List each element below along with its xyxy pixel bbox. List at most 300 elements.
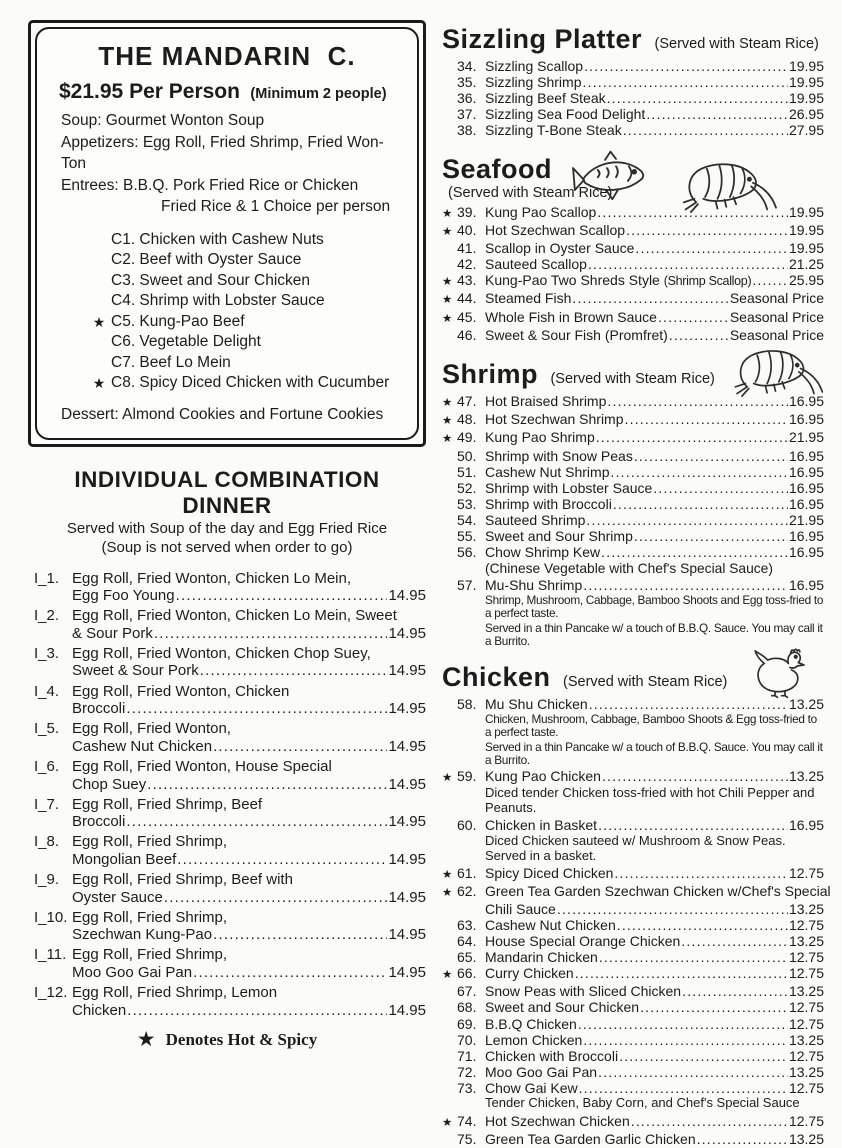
item-number: 51. <box>457 463 477 480</box>
section-title: Seafood <box>442 153 553 184</box>
menu-item <box>442 497 824 513</box>
hot-spicy-star-icon <box>87 332 111 353</box>
menu-item <box>442 950 824 966</box>
dot-leader <box>598 818 788 834</box>
dot-leader <box>619 1049 788 1065</box>
dot-leader <box>578 1017 788 1033</box>
item-name: Hot Szechwan Chicken <box>485 1113 630 1130</box>
menu-item <box>442 328 824 344</box>
item-price: 14.95 <box>388 926 426 944</box>
dot-leader <box>617 918 788 934</box>
item-price: 13.25 <box>788 900 824 917</box>
hot-spicy-star-icon: ★ <box>442 312 453 325</box>
item-number: 48. <box>457 411 477 428</box>
item-name: Moo Goo Gai Pan <box>485 1063 598 1080</box>
item-name-continued: Broccoli <box>72 813 126 831</box>
legend-text: Denotes Hot & Spicy <box>165 1030 318 1050</box>
item-price: 16.95 <box>788 393 824 410</box>
section-note: (Served with Steam Rice) <box>550 371 715 388</box>
item-name: Sizzling Sea Food Delight <box>485 106 646 123</box>
menu-item <box>442 818 824 863</box>
dot-leader <box>682 984 788 1000</box>
item-description: Served in a thin Pancake w/ a touch of B.B.Q. Sauce. You may call it a Burrito. <box>485 739 823 768</box>
item-number: I_11. <box>34 946 67 964</box>
shrimp-icon <box>680 158 778 218</box>
dot-leader <box>614 866 788 882</box>
item-name: Kung Pao Chicken <box>485 767 601 784</box>
menu-item <box>442 107 824 123</box>
dot-leader <box>634 529 788 545</box>
menu-item <box>442 75 824 91</box>
item-name-continued: Chili Sauce <box>485 900 556 917</box>
item-number: 65. <box>457 949 477 966</box>
dot-leader <box>584 59 788 75</box>
item-number: 45. <box>457 308 477 325</box>
item-number: I_4. <box>34 682 60 700</box>
dot-leader <box>176 587 388 605</box>
menu-item <box>442 1017 824 1033</box>
dot-leader <box>557 902 788 918</box>
item-name: Sizzling Scallop <box>485 58 584 74</box>
entree-choice <box>87 312 403 333</box>
item-name: Egg Roll, Fried Wonton, Chicken <box>72 682 290 700</box>
entree-choice <box>87 291 403 312</box>
item-price: 19.95 <box>788 90 824 107</box>
entree-choice <box>87 271 403 292</box>
item-price: 13.25 <box>788 696 824 713</box>
entree-choice <box>87 230 403 251</box>
item-name-continued: Egg Foo Young <box>72 587 175 605</box>
item-name: Egg Roll, Fried Shrimp, Beef with <box>72 871 293 888</box>
item-name-continued: Chop Suey <box>72 775 147 793</box>
menu-item <box>442 465 824 481</box>
item-price: 16.95 <box>788 479 824 496</box>
dot-leader <box>658 310 729 326</box>
item-price: 16.95 <box>788 577 824 594</box>
item-name: Cashew Nut Shrimp <box>485 463 610 480</box>
item-subtext: (Chinese Vegetable with Chef's Special Sauce) <box>485 560 773 576</box>
choice-label: C2. Beef with Oyster Sauce <box>111 251 302 268</box>
hot-spicy-star-icon <box>87 250 111 271</box>
item-name-continued: & Sour Pork <box>72 624 153 642</box>
choice-label: C7. Beef Lo Mein <box>111 353 231 371</box>
item-name-continued: Oyster Sauce <box>72 888 163 906</box>
menu-item <box>442 966 824 984</box>
dot-leader <box>634 449 788 465</box>
item-price: 13.25 <box>788 1131 824 1148</box>
item-price: 16.95 <box>788 527 824 544</box>
restaurant-title: THE MANDARIN C. <box>98 41 356 71</box>
item-price: 13.25 <box>788 1063 824 1080</box>
price-amount: $21.95 Per Person <box>59 80 240 103</box>
menu-item <box>34 758 426 793</box>
hot-spicy-star-icon: ★ <box>442 887 453 900</box>
menu-item <box>442 310 824 328</box>
item-name-continued: Mongolian Beef <box>72 850 177 868</box>
item-number: I_9. <box>34 871 60 888</box>
dot-leader <box>646 107 788 123</box>
dot-leader <box>640 1000 788 1016</box>
item-price: 13.25 <box>788 933 824 950</box>
item-number: 73. <box>457 1079 477 1096</box>
dot-leader <box>579 1081 788 1097</box>
item-name-continued: Chicken <box>72 1001 127 1019</box>
item-number: I_3. <box>34 644 60 662</box>
item-number: I_12. <box>34 984 68 1002</box>
item-name: Mandarin Chicken <box>485 949 598 966</box>
dot-leader <box>588 257 788 273</box>
price-minimum-note: (Minimum 2 people) <box>250 86 387 102</box>
menu-item <box>442 529 824 545</box>
dot-leader <box>681 934 788 950</box>
hot-spicy-star-icon: ★ <box>442 771 453 784</box>
item-number: 55. <box>457 527 477 544</box>
item-price: 16.95 <box>788 463 824 480</box>
item-name: Mu Shu Chicken <box>485 696 588 713</box>
item-name: Chow Shrimp Kew <box>485 544 601 561</box>
fish-icon <box>570 148 662 206</box>
item-price: 14.95 <box>388 813 426 831</box>
item-name: Lemon Chicken <box>485 1031 583 1048</box>
item-price: 16.95 <box>788 817 824 834</box>
combination-togo-note: (Soup is not served when order to go) <box>101 538 353 556</box>
item-price: 16.95 <box>788 411 824 428</box>
menu-item <box>442 1049 824 1065</box>
dot-leader <box>586 513 788 529</box>
item-name: House Special Orange Chicken <box>485 933 681 950</box>
combination-item-list <box>28 570 426 1020</box>
item-price: 25.95 <box>788 272 824 289</box>
item-number: I_7. <box>34 795 60 813</box>
item-price: 12.75 <box>788 1079 824 1096</box>
item-price: 19.95 <box>788 240 824 257</box>
menu-item <box>442 257 824 273</box>
seafood-item-list <box>442 205 824 343</box>
hot-spicy-star-icon: ★ <box>442 207 453 220</box>
menu-item <box>442 412 824 430</box>
item-price: 26.95 <box>788 106 824 123</box>
entree-line-continued: Fried Rice & 1 Choice per person <box>161 198 391 215</box>
choice-label: C6. Vegetable Delight <box>111 333 261 350</box>
dinner-special-box <box>28 20 426 447</box>
dot-leader <box>177 851 387 869</box>
menu-item <box>442 1000 824 1016</box>
menu-item <box>34 946 426 981</box>
item-number: 64. <box>457 933 477 950</box>
hot-spicy-star-icon: ★ <box>442 969 453 982</box>
item-number: 60. <box>457 817 477 834</box>
item-number: 57. <box>457 577 477 594</box>
item-number: 74. <box>457 1113 477 1130</box>
item-name: B.B.Q Chicken <box>485 1015 577 1032</box>
item-price: 27.95 <box>788 122 824 139</box>
item-price: 19.95 <box>788 58 824 74</box>
section-shrimp <box>442 359 824 648</box>
choice-label: C8. Spicy Diced Chicken with Cucumber <box>111 374 390 391</box>
section-title: Chicken <box>442 662 551 693</box>
dot-leader <box>599 950 788 966</box>
hot-spicy-star-icon: ★ <box>92 375 106 391</box>
item-price: Seasonal Price <box>729 326 824 343</box>
item-name: Steamed Fish <box>485 290 572 307</box>
item-price: 21.95 <box>788 511 824 528</box>
item-name: Hot Braised Shrimp <box>485 393 607 410</box>
section-chicken <box>442 662 831 1148</box>
item-number: 44. <box>457 290 477 307</box>
item-name-continued: Broccoli <box>72 700 126 718</box>
dot-leader <box>625 412 788 428</box>
item-number: 42. <box>457 256 477 273</box>
item-price: 12.75 <box>788 965 824 982</box>
item-number: 62. <box>457 883 477 900</box>
item-number: 46. <box>457 326 477 343</box>
choice-label: C3. Sweet and Sour Chicken <box>111 271 311 289</box>
item-number: 52. <box>457 479 477 496</box>
dot-leader <box>611 465 788 481</box>
dot-leader <box>582 75 787 91</box>
item-number: 41. <box>457 240 477 257</box>
dot-leader <box>752 273 788 289</box>
item-number: I_5. <box>34 720 60 738</box>
dot-leader <box>127 1002 387 1020</box>
hot-spicy-star-icon <box>87 271 111 292</box>
menu-item <box>442 91 824 107</box>
menu-item <box>34 909 426 944</box>
chicken-icon <box>750 646 810 704</box>
dot-leader <box>623 123 788 139</box>
item-number: 34. <box>457 58 477 74</box>
menu-item <box>442 481 824 497</box>
shrimp-item-list <box>442 394 824 648</box>
item-name: Egg Roll, Fried Wonton, Chicken Chop Suey, <box>72 644 371 662</box>
item-name: Curry Chicken <box>485 965 574 982</box>
item-price: 12.75 <box>788 865 824 882</box>
hot-spicy-star-icon: ★ <box>442 397 453 410</box>
item-price: 12.75 <box>788 1047 824 1064</box>
item-price: 14.95 <box>388 1001 426 1019</box>
item-price: 16.95 <box>788 447 824 464</box>
menu-item <box>442 918 824 934</box>
menu-item <box>442 934 824 950</box>
item-name: Scallop in Oyster Sauce <box>485 240 635 257</box>
item-number: 67. <box>457 983 477 1000</box>
dot-leader <box>200 662 388 680</box>
item-number: 37. <box>457 106 477 123</box>
item-name: Egg Roll, Fried Wonton, Chicken Lo Mein, <box>72 569 352 587</box>
dot-leader <box>626 223 788 239</box>
menu-item <box>442 223 824 241</box>
dot-leader <box>193 964 387 982</box>
dot-leader <box>669 328 729 344</box>
item-number: 58. <box>457 696 477 713</box>
item-price: 12.75 <box>788 1113 824 1130</box>
entree-choice <box>87 250 403 271</box>
item-number: 43. <box>457 272 477 289</box>
dot-leader <box>598 1065 788 1081</box>
section-sizzling-platter <box>442 24 824 139</box>
item-name: Chicken in Basket <box>485 817 598 834</box>
menu-item <box>34 683 426 718</box>
section-title: Sizzling Platter <box>442 24 643 54</box>
item-name: Sweet and Sour Shrimp <box>485 527 633 544</box>
item-number: 71. <box>457 1047 477 1064</box>
item-name: Egg Roll, Fried Wonton, <box>72 720 231 738</box>
hot-spicy-star-icon: ★ <box>442 226 453 239</box>
item-price: 16.95 <box>788 495 824 512</box>
item-number: 69. <box>457 1015 477 1032</box>
item-price: 21.25 <box>788 256 824 273</box>
item-price: 14.95 <box>388 700 426 718</box>
menu-item <box>442 1065 824 1081</box>
item-name: Whole Fish in Brown Sauce <box>485 308 657 325</box>
item-number: 72. <box>457 1063 477 1080</box>
entree-choice <box>87 332 403 353</box>
hot-spicy-legend <box>28 1027 426 1051</box>
item-number: 54. <box>457 511 477 528</box>
section-note: (Served with Steam Rice) <box>654 36 819 52</box>
section-note: (Served with Steam Rice) <box>448 184 613 201</box>
item-name-continued: Cashew Nut Chicken <box>72 737 213 755</box>
dot-leader <box>213 926 387 944</box>
item-number: 39. <box>457 203 477 220</box>
combination-subtitle: Served with Soup of the day and Egg Fried Rice <box>66 519 388 537</box>
soup-line: Soup: Gourmet Wonton Soup <box>61 112 265 129</box>
item-number: 56. <box>457 544 477 561</box>
menu-item <box>34 984 426 1019</box>
dot-leader <box>653 481 788 497</box>
item-description: Diced Chicken sauteed w/ Mushroom & Snow Peas. Served in a basket. <box>485 832 786 863</box>
menu-item <box>34 833 426 868</box>
item-name: Egg Roll, Fried Shrimp, <box>72 833 228 851</box>
item-name: Shrimp with Lobster Sauce <box>485 479 653 496</box>
menu-item <box>442 883 831 917</box>
item-number: 47. <box>457 393 477 410</box>
item-name: Sizzling Shrimp <box>485 74 582 91</box>
item-name: Egg Roll, Fried Shrimp, Lemon <box>72 984 278 1002</box>
menu-item <box>442 578 824 648</box>
item-price: 14.95 <box>388 963 426 981</box>
section-seafood <box>442 154 824 343</box>
item-name: Kung Pao Shrimp <box>485 429 595 446</box>
hot-spicy-star-icon: ★ <box>136 1027 156 1052</box>
menu-item <box>34 645 426 680</box>
item-number: 36. <box>457 90 477 107</box>
item-name: Hot Szechwan Scallop <box>485 222 626 239</box>
item-name: Green Tea Garden Garlic Chicken <box>485 1131 696 1148</box>
item-name: Snow Peas with Sliced Chicken <box>485 983 682 1000</box>
menu-item <box>442 697 824 767</box>
menu-item <box>34 796 426 831</box>
item-price: 12.75 <box>788 916 824 933</box>
item-number: 61. <box>457 865 477 882</box>
appetizer-line: Appetizers: Egg Roll, Fried Shrimp, Fried Won-Ton <box>61 133 384 172</box>
item-price: 21.95 <box>788 429 824 446</box>
item-price: 19.95 <box>788 222 824 239</box>
item-price: 19.95 <box>788 74 824 91</box>
entree-line: Entrees: B.B.Q. Pork Fried Rice or Chicken <box>61 176 359 194</box>
item-price: 13.25 <box>788 767 824 784</box>
item-name: Shrimp with Snow Peas <box>485 447 633 464</box>
menu-item <box>442 769 824 816</box>
item-name: Sizzling T-Bone Steak <box>485 122 622 139</box>
menu-item <box>442 984 824 1000</box>
item-number: 66. <box>457 965 477 982</box>
item-name: Chow Gai Kew <box>485 1079 578 1096</box>
dot-leader <box>213 738 387 756</box>
section-note: (Served with Steam Rice) <box>563 674 728 691</box>
item-name: Mu-Shu Shrimp <box>485 577 583 594</box>
menu-item <box>442 1033 824 1049</box>
dot-leader <box>631 1114 788 1130</box>
item-number: I_8. <box>34 833 60 851</box>
item-price: 12.75 <box>788 999 824 1016</box>
menu-item <box>442 1081 824 1111</box>
dot-leader <box>607 91 788 107</box>
dot-leader <box>147 776 387 794</box>
dot-leader <box>583 1033 788 1049</box>
item-description: Shrimp, Mushroom, Cabbage, Bamboo Shoots and Egg toss-fried to a perfect taste. <box>485 592 824 621</box>
item-name: Chicken with Broccoli <box>485 1047 619 1064</box>
item-number: I_2. <box>34 607 60 625</box>
item-price: 14.95 <box>388 775 426 793</box>
item-price: 14.95 <box>388 737 426 755</box>
dot-leader <box>697 1132 788 1148</box>
right-column <box>442 20 831 1148</box>
menu-item <box>442 291 824 309</box>
item-price: 19.95 <box>788 203 824 220</box>
menu-item <box>442 430 824 448</box>
item-price: 14.95 <box>388 888 426 906</box>
item-price: 14.95 <box>388 662 426 680</box>
menu-item <box>34 570 426 605</box>
item-price: 14.95 <box>388 850 426 868</box>
item-name: Egg Roll, Fried Wonton, Chicken Lo Mein, Sweet <box>72 607 397 625</box>
shrimp-icon <box>732 345 824 402</box>
hot-spicy-star-icon <box>87 353 111 374</box>
item-price: 14.95 <box>388 587 426 605</box>
left-column <box>28 20 426 1148</box>
item-number: 75. <box>457 1131 477 1148</box>
dot-leader <box>126 700 387 718</box>
item-name: Sauteed Scallop <box>485 256 587 273</box>
menu-item <box>442 1114 824 1132</box>
dot-leader <box>126 813 387 831</box>
choice-label: C5. Kung-Pao Beef <box>111 312 245 330</box>
hot-spicy-star-icon: ★ <box>92 313 106 330</box>
item-name: Egg Roll, Fried Shrimp, <box>72 946 228 964</box>
menu-item <box>34 871 426 906</box>
sizzling-item-list <box>442 59 824 139</box>
item-price: 14.95 <box>388 624 426 642</box>
menu-item <box>442 59 824 75</box>
item-name-continued: Szechwan Kung-Pao <box>72 926 213 944</box>
item-name-continued: Sweet & Sour Pork <box>72 662 199 680</box>
item-description: Chicken, Mushroom, Cabbage, Bamboo Shoots & Egg toss-fried to a perfect taste. <box>485 711 817 740</box>
dot-leader <box>601 545 788 561</box>
item-name: Egg Roll, Fried Wonton, House Special <box>72 757 332 775</box>
dot-leader <box>164 889 388 907</box>
menu-item <box>442 241 824 257</box>
item-name: Kung-Pao Two Shreds Style (Shrimp Scallop) <box>485 272 752 289</box>
item-number: 49. <box>457 429 477 446</box>
dot-leader <box>583 578 788 594</box>
hot-spicy-star-icon: ★ <box>442 415 453 428</box>
entree-choice <box>87 373 403 394</box>
menu-item <box>34 720 426 755</box>
dot-leader <box>602 769 788 785</box>
item-price: Seasonal Price <box>729 290 824 307</box>
item-name: Sauteed Shrimp <box>485 511 586 528</box>
